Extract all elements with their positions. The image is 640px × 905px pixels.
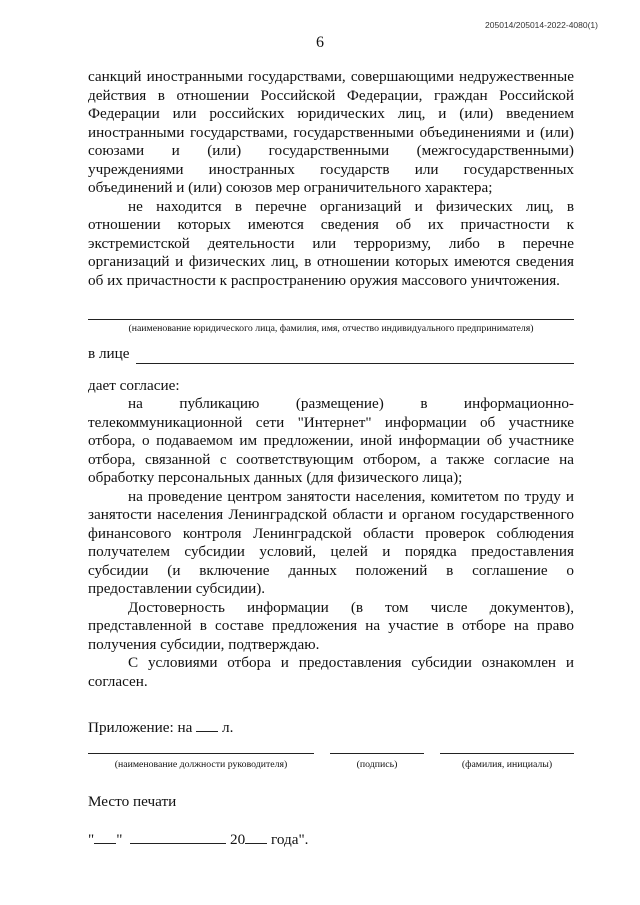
- date-close-quote: ": [116, 831, 123, 848]
- signature-block: [330, 752, 424, 771]
- consent-intro: дает согласие:: [88, 376, 180, 394]
- document-body: [88, 68, 574, 850]
- date-line: [88, 831, 574, 850]
- name-caption: (фамилия, инициалы): [461, 758, 553, 770]
- position-caption: (наименование должности руководителя): [114, 758, 288, 770]
- consent-inspection: на проведение центром занятости населения, комитетом по труду и занятости населения Ленинградской области и органом государственного финансового контроля Ленинградской области проверок соблюдения получателем субсидии условий, целей и порядка предоставления субсидии (и включение данных положений в соглашение о предоставлении субсидии).: [88, 487, 574, 597]
- attachment-pages-blank: [196, 719, 218, 732]
- consent-accuracy: Достоверность информации (в том числе документов), представленной в составе предложения на участие в отборе на право получения субсидии, подтверждаю.: [88, 598, 574, 653]
- in-person-label: в лице: [88, 345, 130, 362]
- name-block: [440, 752, 574, 771]
- attachment-suffix: л.: [222, 719, 234, 736]
- day-blank: [94, 831, 116, 844]
- consent-publication: на публикацию (размещение) в информационно-телекоммуникационной сети "Интернет" информации об участнике отбора, о подаваемом им предложении, иной информации об участнике отбора, связанной с соответствующим отбором, а также согласие на обработку персональных данных (для физического лица);: [88, 395, 574, 486]
- in-person-line: [136, 349, 574, 364]
- attachment-line: [88, 719, 574, 738]
- year-blank: [245, 831, 267, 844]
- date-suffix: года".: [270, 831, 309, 848]
- stamp-label: Место печати: [88, 792, 177, 810]
- signature-caption: (подпись): [356, 758, 398, 770]
- page-number: 6: [316, 34, 324, 51]
- position-block: [88, 752, 314, 771]
- document-id: 205014/205014-2022-4080(1): [485, 20, 598, 30]
- attachment-prefix: Приложение: на: [88, 719, 193, 736]
- entity-name-caption: (наименование юридического лица, фамилия, имя, отчество индивидуального предпринимателя): [128, 323, 534, 334]
- date-open-quote: ": [88, 831, 95, 848]
- paragraph-sanctions: санкций иностранными государствами, совершающими недружественные действия в отношении Российской Федерации, граждан Российской Федерации или российских юридических лиц, и (или) введением иностранными государствами, государственными объединениями и (или) союзами и (или) государственными (межгосударственными) учреждениями иностранных государств или государственных объединений и (или) союзов мер ограничительного характера;: [88, 68, 574, 196]
- paragraph-extremism: не находится в перечне организаций и физических лиц, в отношении которых имеются сведения об их причастности к экстремистской деятельности или терроризму, либо в перечне организаций и физических лиц, в отношении которых имеются сведения об их причастности к распространению оружия массового уничтожения.: [88, 197, 574, 289]
- name-line: [440, 752, 574, 754]
- consent-agreement: С условиями отбора и предоставления субсидии ознакомлен и согласен.: [88, 654, 574, 690]
- year-prefix: 20: [230, 831, 246, 848]
- month-blank: [130, 831, 226, 844]
- position-line: [88, 752, 314, 754]
- signature-line: [330, 752, 424, 754]
- entity-name-line: [88, 318, 574, 320]
- signature-row: [88, 752, 574, 771]
- in-person-row: [88, 345, 574, 364]
